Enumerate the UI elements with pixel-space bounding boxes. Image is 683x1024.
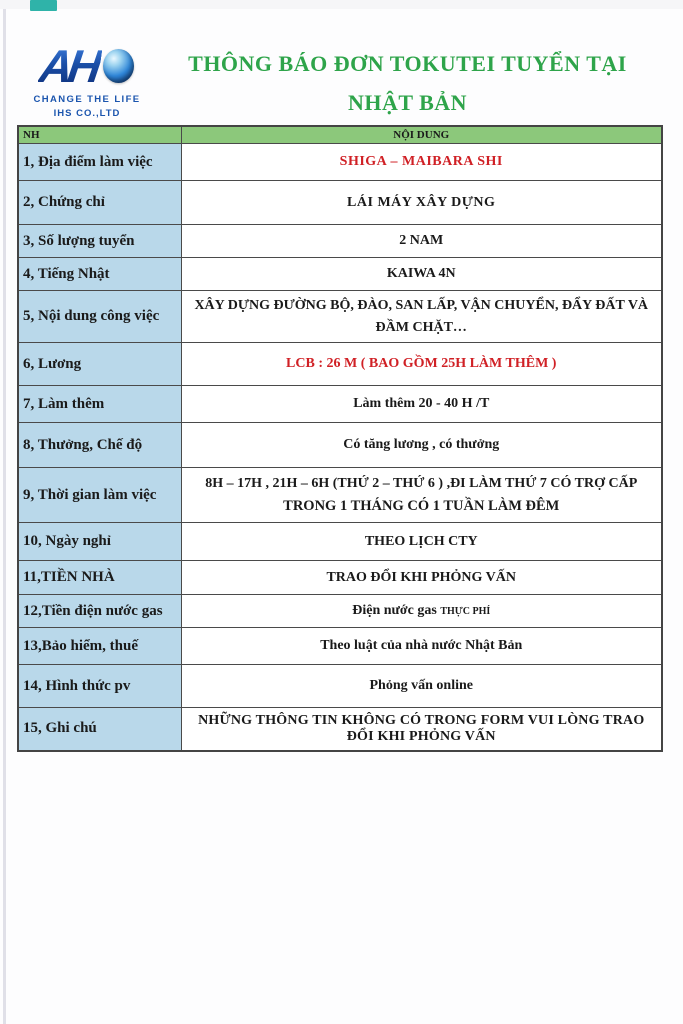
job-details-table: [17, 125, 663, 752]
row-label: 8, Thưởng, Chế độ: [18, 423, 181, 468]
row-value: KAIWA 4N: [181, 258, 662, 291]
row-label: 13,Bảo hiểm, thuế: [18, 628, 181, 665]
table-row: [18, 708, 662, 751]
table-row: [18, 561, 662, 595]
table-row: [18, 423, 662, 468]
row-value: LCB : 26 M ( BAO GỒM 25H LÀM THÊM ): [181, 343, 662, 386]
row-label: 4, Tiếng Nhật: [18, 258, 181, 291]
page-title-line1: THÔNG BÁO ĐƠN TOKUTEI TUYỂN TẠI: [188, 51, 627, 76]
table-row: [18, 343, 662, 386]
row-value: Làm thêm 20 - 40 H /T: [181, 386, 662, 423]
logo-tagline: CHANGE THE LIFE: [33, 94, 141, 105]
row-value: SHIGA – MAIBARA SHI: [181, 144, 662, 181]
row-label: 10, Ngày nghỉ: [18, 523, 181, 561]
table-row: [18, 386, 662, 423]
row-label: 12,Tiền điện nước gas: [18, 595, 181, 628]
table-row: [18, 144, 662, 181]
row-label: 11,TIỀN NHÀ: [18, 561, 181, 595]
row-value-line2: ĐẦM CHẶT…: [375, 319, 467, 335]
row-label: 7, Làm thêm: [18, 386, 181, 423]
row-value: Có tăng lương , có thưởng: [181, 423, 662, 468]
table-row: [18, 468, 662, 523]
row-label: 6, Lương: [18, 343, 181, 386]
row-value-line1: XÂY DỰNG ĐƯỜNG BỘ, ĐÀO, SAN LẤP, VẬN CHUYỂN, ĐẨY ĐẤT VÀ: [194, 297, 649, 313]
teal-accent-mark: [30, 0, 57, 11]
row-value: THEO LỊCH CTY: [181, 523, 662, 561]
column-header-nh: NH: [18, 126, 181, 144]
row-value: [181, 291, 662, 343]
column-header-noidung: NỘI DUNG: [181, 126, 662, 144]
table-row: [18, 225, 662, 258]
page-edge-line: [3, 0, 6, 1024]
row-value: LÁI MÁY XÂY DỰNG: [181, 181, 662, 225]
row-value: [181, 595, 662, 628]
table-header-row: [18, 126, 662, 144]
page-top-band: [0, 0, 683, 9]
logo-company-name: IHS CO.,LTD: [53, 108, 121, 119]
row-value: Phỏng vấn online: [181, 665, 662, 708]
row-value-suffix: THỰC PHÍ: [440, 606, 491, 617]
row-value: NHỮNG THÔNG TIN KHÔNG CÓ TRONG FORM VUI LÒNG TRAO ĐỔI KHI PHỎNG VẤN: [181, 708, 662, 751]
logo-monogram: AH: [37, 43, 104, 89]
table-row: [18, 628, 662, 665]
row-value: TRAO ĐỔI KHI PHỎNG VẤN: [181, 561, 662, 595]
row-label: 1, Địa điểm làm việc: [18, 144, 181, 181]
table-row: [18, 595, 662, 628]
row-value: 2 NAM: [181, 225, 662, 258]
page-title-line2: NHẬT BẢN: [347, 90, 468, 115]
table-row: [18, 181, 662, 225]
table-row: [18, 665, 662, 708]
company-logo: [26, 40, 148, 122]
row-value-line2: TRONG 1 THÁNG CÓ 1 TUẦN LÀM ĐÊM: [283, 497, 560, 514]
table-row: [18, 291, 662, 343]
row-label: 15, Ghi chú: [18, 708, 181, 751]
row-label: 9, Thời gian làm việc: [18, 468, 181, 523]
table-row: [18, 258, 662, 291]
globe-icon: [103, 49, 134, 83]
row-label: 3, Số lượng tuyển: [18, 225, 181, 258]
row-label: 5, Nội dung công việc: [18, 291, 181, 343]
row-value-main: Điện nước gas: [352, 603, 437, 618]
page-title: [150, 44, 665, 122]
row-value-line1: 8H – 17H , 21H – 6H (THỨ 2 – THỨ 6 ) ,ĐI LÀM THỨ 7 CÓ TRỢ CẤP: [205, 475, 638, 491]
row-value: [181, 468, 662, 523]
row-value: Theo luật của nhà nước Nhật Bản: [181, 628, 662, 665]
row-label: 14, Hình thức pv: [18, 665, 181, 708]
table-row: [18, 523, 662, 561]
row-label: 2, Chứng chỉ: [18, 181, 181, 225]
